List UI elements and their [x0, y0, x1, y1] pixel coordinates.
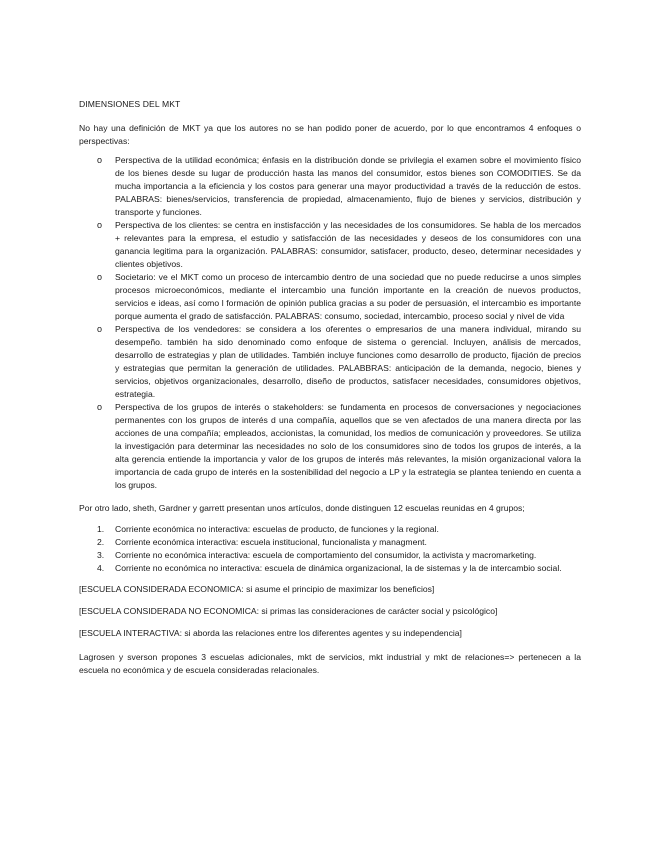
bullet-icon: o [97, 272, 103, 282]
bullet-icon: o [97, 402, 103, 412]
school-text: Corriente no económica no interactiva: escuela de dinámica organizacional, la de sistemas y la de intercambio social. [115, 563, 562, 573]
list-item [79, 271, 581, 323]
schools-list [79, 523, 581, 575]
perspective-text: Perspectiva de la utilidad económica; énfasis en la distribución donde se privilegia el examen sobre el movimiento físico de los bienes desde su lugar de producción hasta las manos del consumidor, estos bienes son COMODITIES. Se da mucha importancia a la eficiencia y los costos para generar una mayor productividad a través de la reducción de estos. PALABRAS: bienes/servicios, transferencia de propiedad, almacenamiento, flujo de bienes y servicios, distribución y transporte y funciones. [115, 155, 581, 217]
perspective-text: Societario: ve el MKT como un proceso de intercambio dentro de una sociedad que no puede reducirse a unos simples procesos microeconómicos, mediante el intercambio una función importante en la creación de nuevos productos, servicios e ideas, así como l formación de opinión publica gracias a su poder de persuasión, el intercambio es importante porque aumenta el grado de satisfacción. PALABRAS: consumo, sociedad, intercambio, proceso social y nivel de vida [115, 272, 581, 321]
perspectives-list [79, 154, 581, 492]
bullet-icon: o [97, 155, 103, 165]
list-item [79, 523, 581, 536]
document-page [79, 98, 581, 677]
bracket-note-no-economica: [ESCUELA CONSIDERADA NO ECONOMICA: si primas las consideraciones de carácter social y psicológico] [79, 606, 498, 616]
list-item [79, 323, 581, 401]
document-title: DIMENSIONES DEL MKT [79, 99, 181, 109]
list-number: 4. [97, 563, 105, 573]
list-number: 1. [97, 524, 105, 534]
list-item [79, 536, 581, 549]
perspective-text: Perspectiva de los vendedores: se considera a los oferentes o empresarios de una manera individual, mirando su desempeño. también ha sido denominado como enfoque de sistema o gerencial. Incluyen, análisis de mercados, desarrollo de estrategias y plan de utilidades. También incluye funciones como desarrollo de producto, fijación de precios y estrategias que permitan la generación de utilidades. PALABBRAS: anticipación de la demanda, negocio, bienes y servicios, objetivos organizacionales, desarrollo, diseño de productos, satisfacer necesidades, consumidores objetivos, estrategia. [115, 324, 581, 399]
school-text: Corriente económica interactiva: escuela institucional, funcionalista y managment. [115, 537, 427, 547]
list-item [79, 154, 581, 219]
intro-paragraph: No hay una definición de MKT ya que los autores no se han podido poner de acuerdo, por lo que encontramos 4 enfoques o perspectivas: [79, 123, 581, 146]
list-number: 3. [97, 550, 105, 560]
school-text: Corriente económica no interactiva: escuelas de producto, de funciones y la regional. [115, 524, 439, 534]
perspective-text: Perspectiva de los clientes: se centra en instisfacción y las necesidades de los consumidores. Se habla de los mercados + relevantes para la empresa, el estudio y satisfacción de las necesidades y deseos de los consumidores con una ganancia legitima para la organización. PALABRAS: consumidor, satisfacer, producto, deseo, determinar necesidades y clientes objetivos. [115, 220, 581, 269]
list-item [79, 401, 581, 492]
list-number: 2. [97, 537, 105, 547]
bracket-note-interactiva: [ESCUELA INTERACTIVA: si aborda las relaciones entre los diferentes agentes y su independencia] [79, 628, 462, 638]
list-item [79, 219, 581, 271]
closing-paragraph: Lagrosen y sverson propones 3 escuelas adicionales, mkt de servicios, mkt industrial y mkt de relaciones=> pertenecen a la escuela no económica y de escuela consideradas relacionales. [79, 652, 581, 675]
bullet-icon: o [97, 220, 103, 230]
list-item [79, 549, 581, 562]
perspective-text: Perspectiva de los grupos de interés o stakeholders: se fundamenta en procesos de conversaciones y negociaciones permanentes con los grupos de interés d una compañía, aquellos que se ven afectados de una manera directa por las acciones de una compañía; empleados, accionistas, la comunidad, los medios de comunicación y proveedores. Se utiliza la investigación para determinar las necesidades no solo de los consumidores sino de todos los grupos de interés, a la alta gerencia entiende la importancia y valor de los grupos de interés más relevantes, la misión organizacional valora la importancia de cada grupo de interés en la sostenibilidad del negocio a LP y la estrategia se plantea teniendo en cuenta a los grupos. [115, 402, 581, 490]
bracket-note-economica: [ESCUELA CONSIDERADA ECONOMICA: si asume el principio de maximizar los beneficios] [79, 584, 435, 594]
bullet-icon: o [97, 324, 103, 334]
school-text: Corriente no económica interactiva: escuela de comportamiento del consumidor, la activista y macromarketing. [115, 550, 537, 560]
list-item [79, 562, 581, 575]
schools-paragraph: Por otro lado, sheth, Gardner y garrett presentan unos artículos, donde distinguen 12 escuelas reunidas en 4 grupos; [79, 503, 525, 513]
